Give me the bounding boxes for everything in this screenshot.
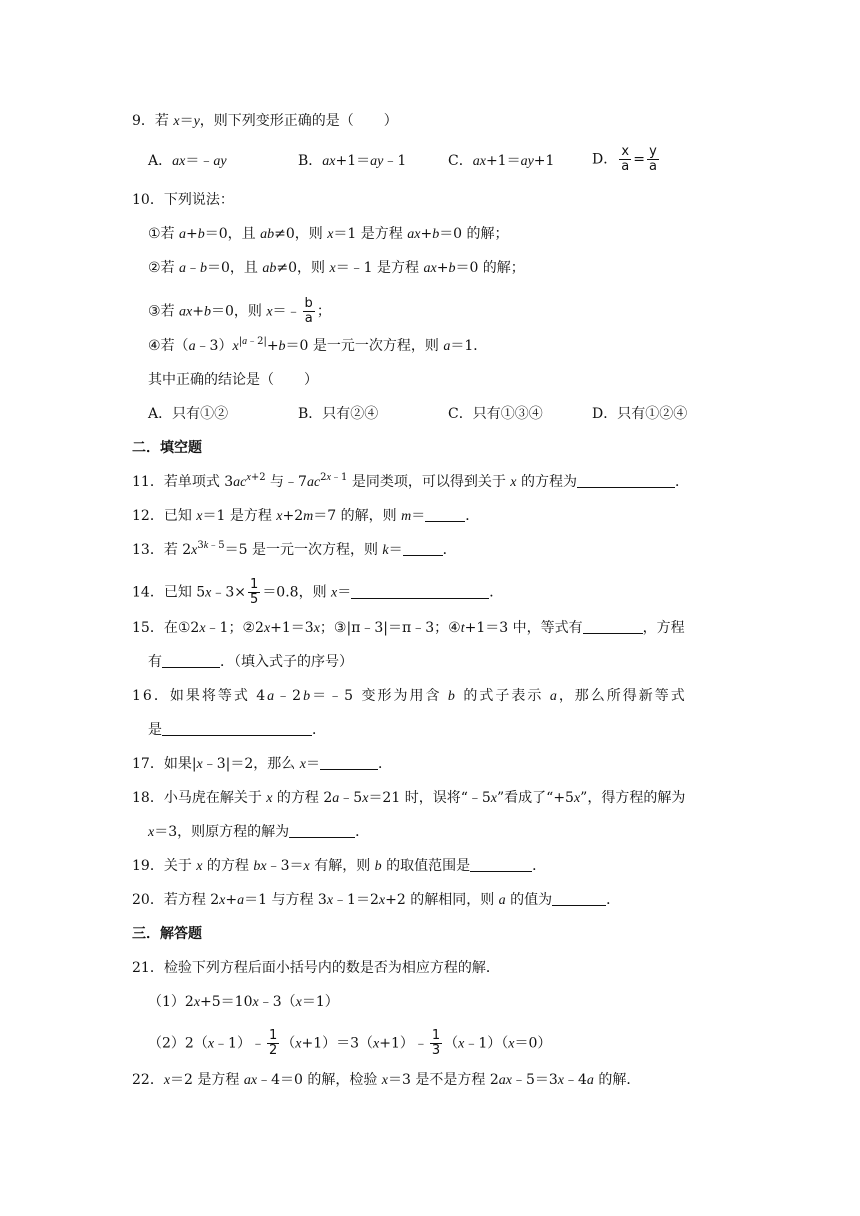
answer-blank[interactable] <box>403 541 443 556</box>
answer-blank[interactable] <box>162 653 220 668</box>
section-3-title: 三．解答题 <box>132 926 202 942</box>
q9-option-c: C．ax+1＝ay+1 <box>448 153 555 169</box>
question-22: 22．x＝2 是方程 ax﹣4＝0 的解，检验 x＝3 是不是方程 2ax﹣5＝3x﹣4a 的解． <box>132 1072 641 1088</box>
q9-option-d: D． $\frac{x}{a}$ = $\frac{y}{a}$ <box>592 144 657 174</box>
question-9: 9．若 x＝y，则下列变形正确的是（ ） <box>132 113 398 129</box>
q9-option-a: A．ax＝﹣ay <box>148 153 227 169</box>
q10-option-a: A．只有①② <box>148 406 229 422</box>
answer-blank[interactable] <box>351 584 489 599</box>
question-13: 13．若 $2x^{3k﹣5}=5$ 是一元一次方程，则 k＝ ． <box>132 540 457 558</box>
answer-blank[interactable] <box>162 721 312 736</box>
answer-blank[interactable] <box>552 891 606 906</box>
q21-part-1: （1）2x+5＝10x﹣3（x＝1） <box>148 994 339 1010</box>
answer-blank[interactable] <box>425 507 465 522</box>
question-15-cont: 有 ．（填入式子的序号） <box>148 654 353 670</box>
answer-blank[interactable] <box>470 857 532 872</box>
section-2-title: 二．填空题 <box>132 440 202 456</box>
question-21: 21．检验下列方程后面小括号内的数是否为相应方程的解． <box>132 960 500 976</box>
answer-blank[interactable] <box>320 755 378 770</box>
answer-blank[interactable] <box>289 823 355 838</box>
answer-blank[interactable] <box>577 473 675 488</box>
question-12: 12．已知 x＝1 是方程 x+2m＝7 的解，则 m＝ ． <box>132 508 480 524</box>
q10-option-b: B．只有②④ <box>298 406 379 422</box>
q10-option-c: C．只有①③④ <box>448 406 543 422</box>
q10-statement-4: ④若$(a﹣3)x^{|a﹣2|}+b=0$ 是一元一次方程，则 a＝1． <box>148 336 488 354</box>
question-16-cont: 是 ． <box>148 722 326 738</box>
q10-statement-1: ①若 a+b＝0，且 ab≠0，则 x＝1 是方程 ax+b＝0 的解； <box>148 226 509 242</box>
q10-option-d: D．只有①②④ <box>592 406 688 422</box>
question-15: 15．在①2x﹣1；②2x+1＝3x；③|π﹣3|＝π﹣3；④t+1＝3 中，等式有 ，方程 <box>132 620 685 636</box>
q10-statement-2: ②若 a﹣b＝0，且 ab≠0，则 x＝﹣1 是方程 ax+b＝0 的解； <box>148 260 525 276</box>
q10-conclusion: 其中正确的结论是（ ） <box>148 372 318 388</box>
question-10: 10．下列说法： <box>132 192 234 208</box>
question-20: 20．若方程 2x+a＝1 与方程 3x﹣1＝2x+2 的解相同，则 a 的值为 ． <box>132 892 621 908</box>
q10-statement-3: ③若 ax+b＝0，则 x＝﹣ $\frac{b}{a}$ ； <box>148 296 331 326</box>
question-19: 19．关于 x 的方程 bx﹣3＝x 有解，则 b 的取值范围是 ． <box>132 858 547 874</box>
q21-part-2: （2）2（x﹣1）﹣ $\frac{1}{2}$ （x+1）＝3（x+1）﹣ $\frac{1}{3}$ （x﹣1）（x＝0） <box>148 1028 552 1058</box>
question-17: 17．如果|x﹣3|＝2，那么 x＝ ． <box>132 756 392 772</box>
answer-blank[interactable] <box>583 619 643 634</box>
question-18: 18．小马虎在解关于 x 的方程 2a﹣5x＝21 时，误将“﹣5x”看成了“+5x”，得方程的解为 <box>132 790 686 806</box>
question-11: 11．若单项式 $3ac^{x+2}$ 与$﹣7ac^{2x﹣1}$ 是同类项，可以得到关于 x 的方程为 ． <box>132 472 689 490</box>
question-14: 14．已知 5x﹣3× $\frac{1}{5}$ ＝0.8，则 x＝ ． <box>132 577 504 607</box>
question-18-cont: x＝3，则原方程的解为 ． <box>148 824 370 840</box>
question-16: 16．如果将等式 4a﹣2b＝﹣5 变形为用含 b 的式子表示 a，那么所得新等式 <box>132 688 687 704</box>
q9-option-b: B．ax+1＝ay﹣1 <box>298 153 407 169</box>
